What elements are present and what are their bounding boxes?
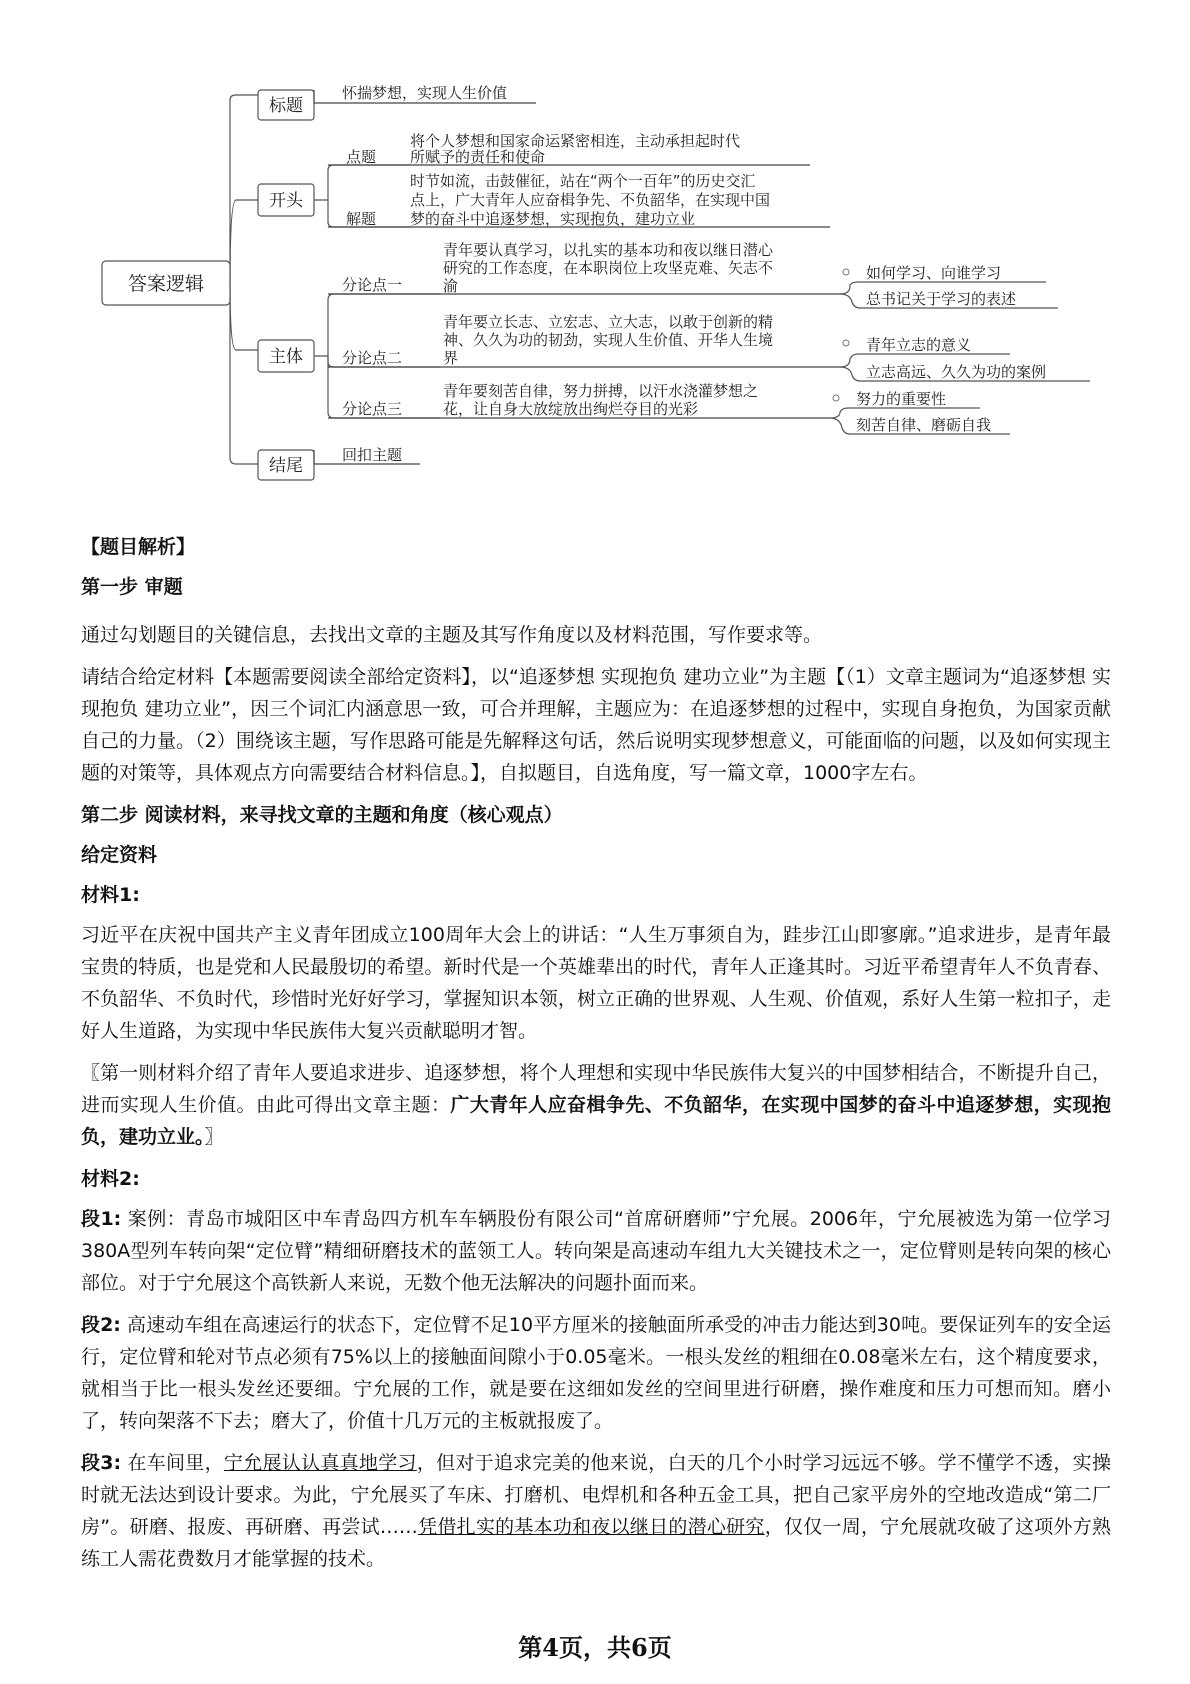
ending-node-label: 结尾 [269,456,303,476]
step1-title: 第一步 审题 [81,576,183,598]
body-point2-line-1: 青年要立长志、立宏志、立大志，以敢于创新的精 [443,313,774,331]
opening-point-line-1: 将个人梦想和国家命运紧密相连，主动承担起时代 [410,132,741,150]
ending-text: 回扣主题 [342,446,403,464]
body-point3-line-1: 青年要刻苦自律，努力拼搏，以汗水浇灌梦想之 [443,382,759,400]
body-point2-line-2: 神、久久为功的韧劲，实现人生价值、开华人生境 [443,331,774,349]
body-point1-line-1: 青年要认真学习，以扎实的基本功和夜以继日潜心 [443,241,774,259]
paragraph-1-label: 段1: [81,1208,122,1230]
answer-logic-mindmap [0,0,1190,490]
body-point3-sub-1: 努力的重要性 [856,390,947,408]
body-point1-sub-2: 总书记关于学习的表述 [866,290,1017,308]
body-point2-sub-2: 立志高远、久久为功的案例 [866,363,1047,381]
step2-title: 第二步 阅读材料，来寻找文章的主题和角度（核心观点） [81,804,563,826]
paragraph-3-underline-2: 凭借扎实的基本功和夜以继日的潜心研究 [417,1516,765,1538]
opening-point-label: 点题 [346,148,377,166]
body-point1-label: 分论点一 [342,276,403,294]
step1-paragraph-2: 请结合给定材料【本题需要阅读全部给定资料】，以“追逐梦想 实现抱负 建功立业”为主题【（1）文章主题词为“追逐梦想 实现抱负 建功立业”，因三个词汇内涵意思一致，可合并理解，主题应为：在追逐梦想的过程中，实现自身抱负，为国家贡献自己的力量。（2）围绕该主题，写作思路可能是先解释这句话，然后说明实现梦想意义，可能面临的问题，以及如何实现主题的对策等，具体观点方向需要结合材料信息。】，自拟题目，自选角度，写一篇文章，1000字左右。 [81,666,1111,784]
body-point1-line-3: 渝 [443,277,459,295]
root-label: 答案逻辑 [127,273,205,295]
material1-note [81,1057,1111,1153]
paragraph-2 [81,1309,1111,1437]
body-point2-line-3: 界 [443,349,459,367]
connector-opening [230,200,258,283]
body-point2-sub-1: 青年立志的意义 [866,336,972,354]
material2-title: 材料2: [81,1168,140,1190]
material1-note-theme: 广大青年人应奋楫争先、不负韶华，在实现中国梦的奋斗中追逐梦想，实现抱负，建功立业。 [81,1094,1111,1148]
page-number: 第4页，共6页 [518,1633,672,1662]
analysis-heading: 【题目解析】 [81,536,196,558]
connector-title [230,95,258,283]
paragraph-3-text-b: ，但对于追求完美的他来说，白天的几个小时学习远远不够。学不懂学不透，实操时就无法达到设计要求。为此，宁允展买了车床、打磨机、电焊机和各种五金工具，把自己家平房外的空地改造成“第二厂房”。研磨、报废、再研磨、再尝试…… [81,1452,1111,1538]
body-point1-sub-1: 如何学习、向谁学习 [866,264,1002,282]
connector-ending [230,283,258,464]
material1-note-close: 〗 [204,1126,224,1148]
paragraph-2-label: 段2: [81,1314,121,1336]
analysis-article [81,531,1111,1585]
paragraph-1-text: 案例：青岛市城阳区中车青岛四方机车车辆股份有限公司“首席研磨师”宁允展。2006年，宁允展被选为第一位学习380A型列车转向架“定位臂”精细研磨技术的蓝领工人。转向架是高速动车组九大关键技术之一，定位臂则是转向架的核心部位。对于宁允展这个高铁新人来说，无数个他无法解决的问题扑面而来。 [81,1208,1111,1294]
paragraph-3-underline-1: 宁允展认认真真地学习 [223,1452,417,1474]
title-node-label: 标题 [269,96,303,116]
paragraph-3-label: 段3: [81,1452,122,1474]
given-materials-title: 给定资料 [81,844,158,866]
material1-note-text: 〖第一则材料介绍了青年人要追求进步、追逐梦想，将个人理想和实现中华民族伟大复兴的中国梦相结合，不断提升自己，进而实现人生价值。由此可得出文章主题： [81,1062,1111,1116]
paragraph-3-text-c: ，仅仅一周，宁允展就攻破了这项外方熟练工人需花费数月才能掌握的技术。 [81,1516,1111,1570]
paragraph-3 [81,1447,1111,1575]
body-node-label: 主体 [269,347,303,367]
connector-body [230,283,258,350]
opening-explain-line-3: 梦的奋斗中追逐梦想，实现抱负，建功立业 [410,210,696,228]
opening-point-line-2: 所赋予的责任和使命 [410,148,546,166]
body-point3-line-2: 花，让自身大放绽放出绚烂夺目的光彩 [443,400,699,418]
opening-explain-line-2: 点上，广大青年人应奋楫争先、不负韶华，在实现中国 [410,191,771,209]
opening-explain-line-1: 时节如流，击鼓催征，站在“两个一百年”的历史交汇 [410,172,756,190]
paragraph-2-text: 高速动车组在高速运行的状态下，定位臂不足10平方厘米的接触面所承受的冲击力能达到30吨。要保证列车的安全运行，定位臂和轮对节点必须有75%以上的接触面间隙小于0.05毫米。一根头发丝的粗细在0.08毫米左右，这个精度要求，就相当于比一根头发丝还要细。宁允展的工作，就是要在这细如发丝的空间里进行研磨，操作难度和压力可想而知。磨小了，转向架落不下去；磨大了，价值十几万元的主板就报废了。 [81,1314,1111,1432]
step1-paragraph-1: 通过勾划题目的关键信息，去找出文章的主题及其写作角度以及材料范围，写作要求等。 [81,624,823,646]
material1-title: 材料1: [81,884,140,906]
title-text: 怀揣梦想，实现人生价值 [342,84,508,102]
opening-node-label: 开头 [269,191,303,211]
body-point3-label: 分论点三 [342,400,403,418]
paragraph-3-text-a: 在车间里， [121,1452,224,1474]
body-point3-sub-2: 刻苦自律、磨砺自我 [856,416,992,434]
paragraph-1 [81,1203,1111,1299]
material1-paragraph: 习近平在庆祝中国共产主义青年团成立100周年大会上的讲话：“人生万事须自为，跬步江山即寥廓。”追求进步，是青年最宝贵的特质，也是党和人民最殷切的希望。新时代是一个英雄辈出的时代，青年人正逢其时。习近平希望青年人不负青春、不负韶华、不负时代，珍惜时光好好学习，掌握知识本领，树立正确的世界观、人生观、价值观，系好人生第一粒扣子，走好人生道路，为实现中华民族伟大复兴贡献聪明才智。 [81,924,1111,1042]
opening-explain-label: 解题 [346,210,377,228]
body-point2-label: 分论点二 [342,349,403,367]
body-point1-line-2: 研究的工作态度，在本职岗位上攻坚克难、矢志不 [443,259,774,277]
